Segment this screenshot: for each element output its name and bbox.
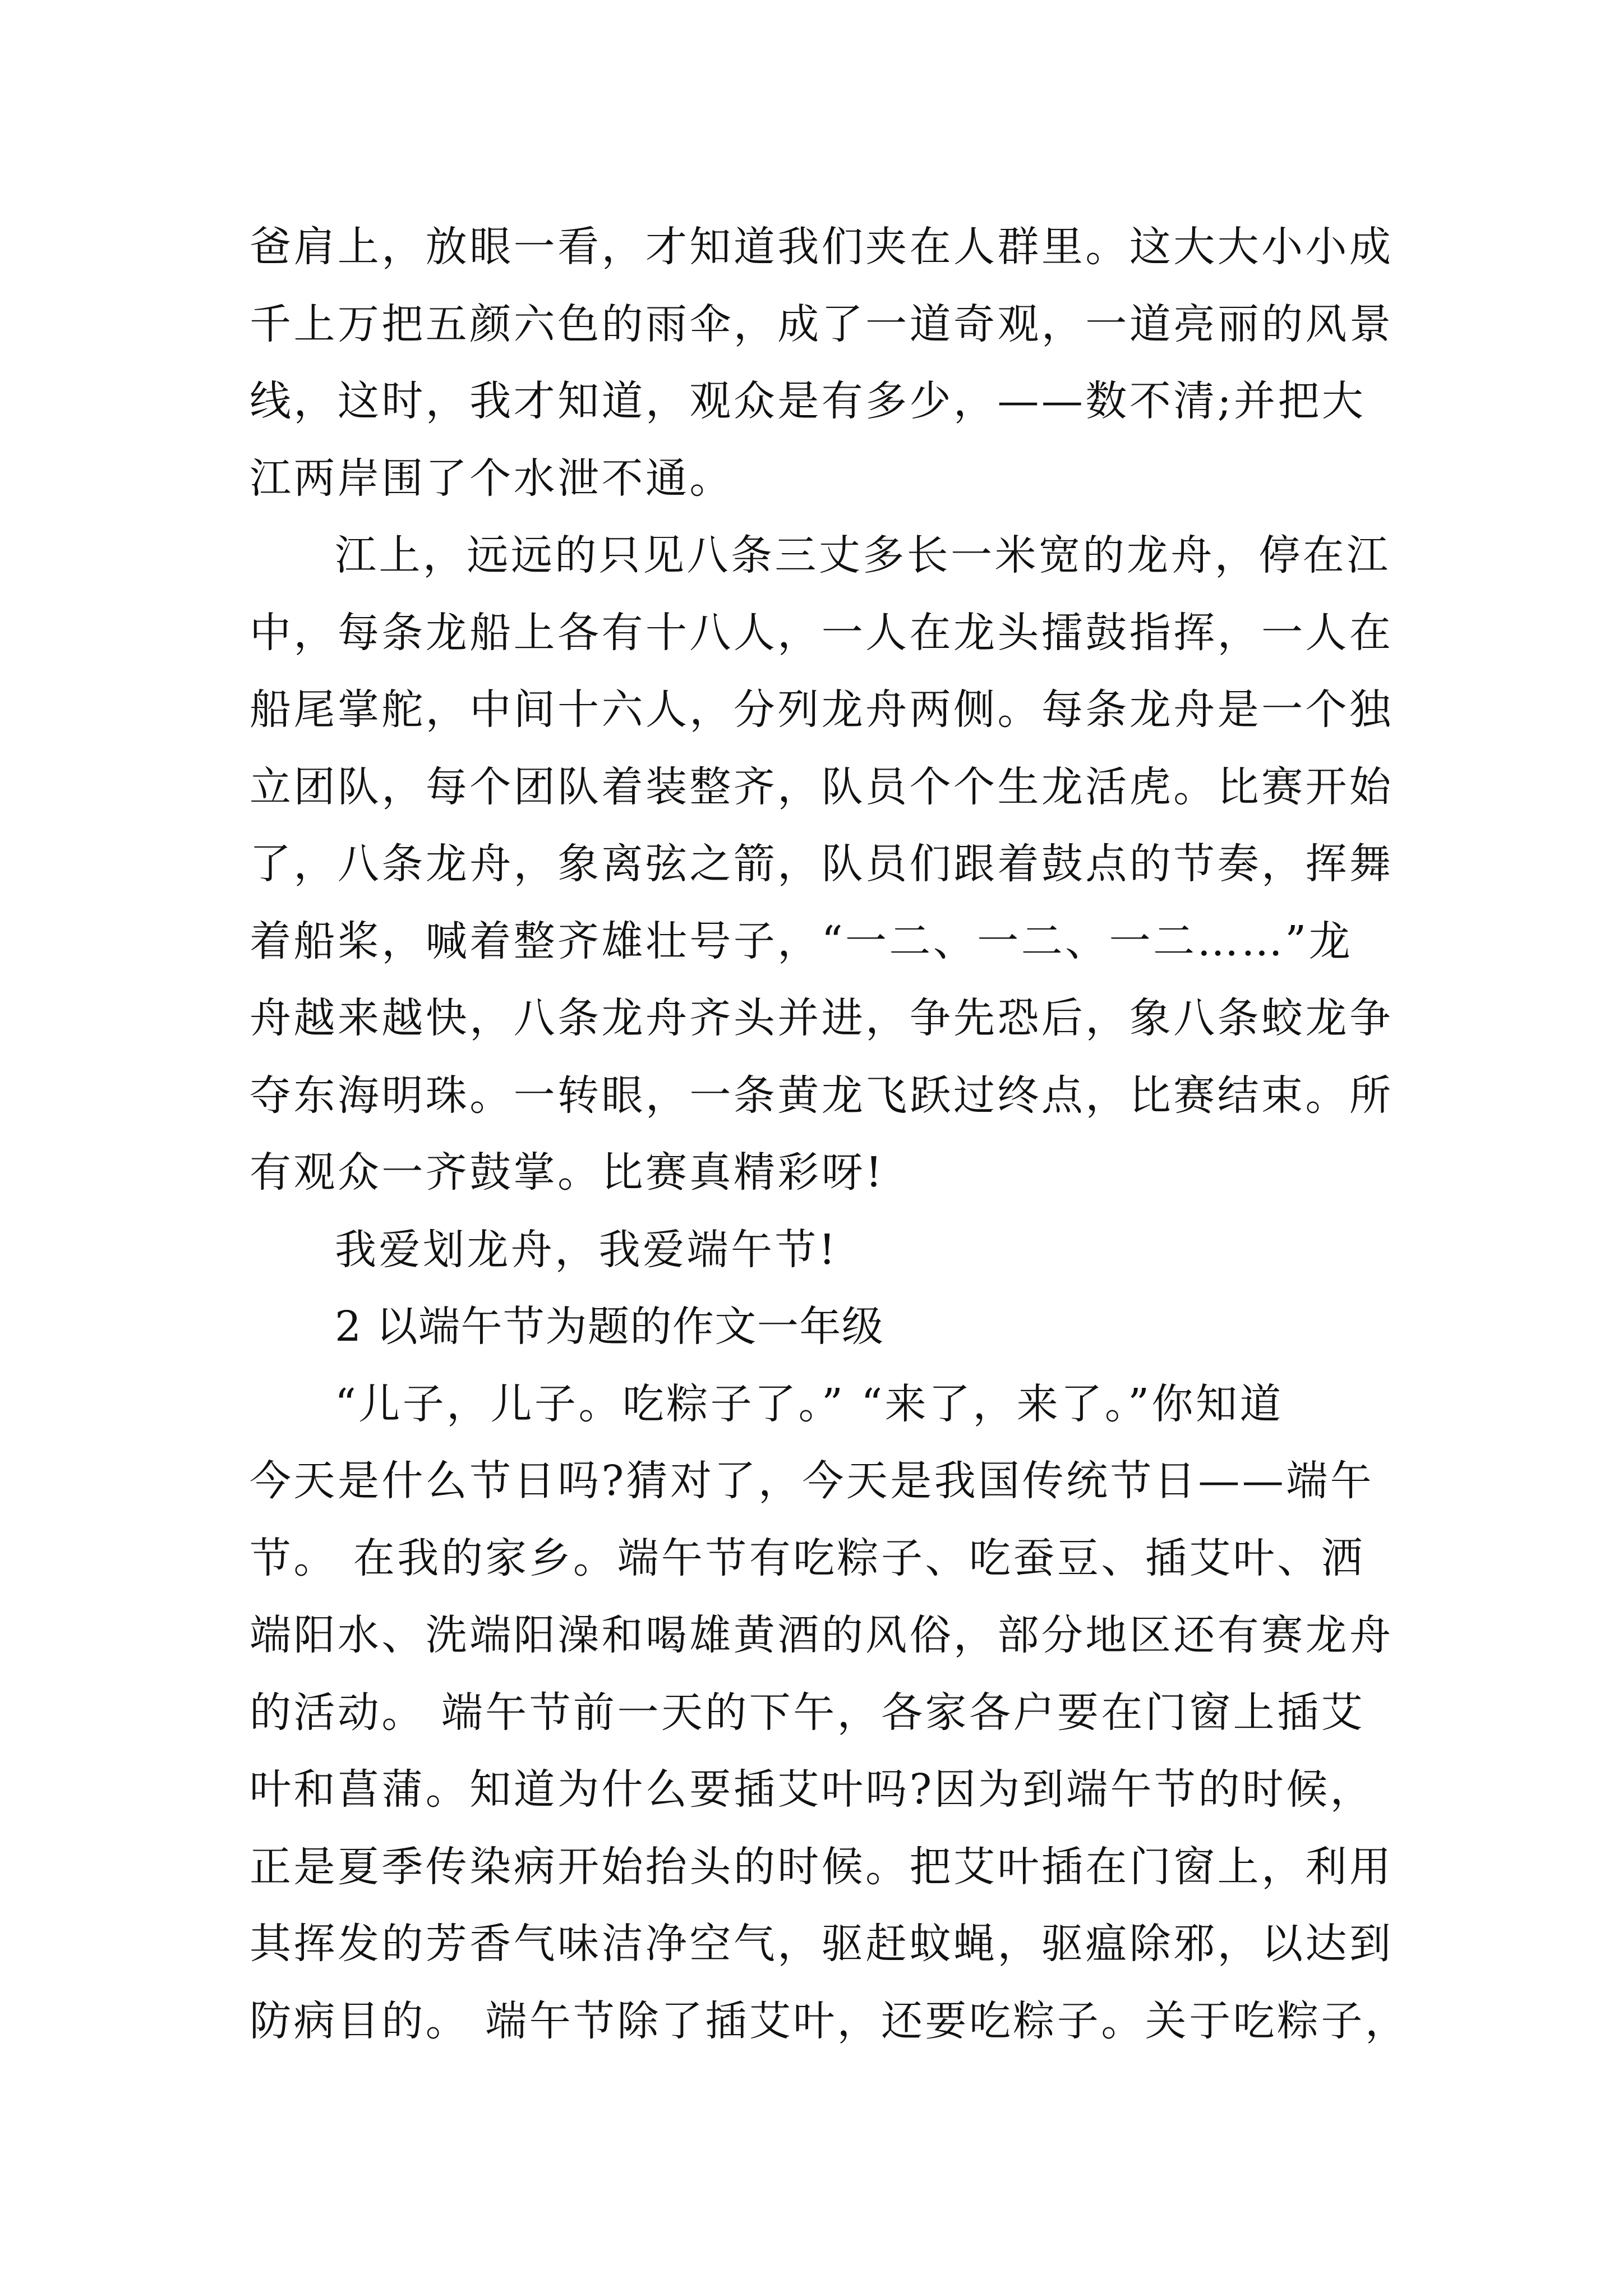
text-line: 其挥发的芳香气味洁净空气，驱赶蚊蝇，驱瘟除邪，以达到 [250,1920,1394,1968]
paragraph-start-line: 江上，远远的只见八条三丈多长一米宽的龙舟，停在江 [335,531,1391,579]
text-line: 端阳水、洗端阳澡和喝雄黄酒的风俗，部分地区还有赛龙舟 [250,1611,1394,1659]
text-line: 着船桨，喊着整齐雄壮号子，“一二、一二、一二……”龙 [250,917,1353,965]
text-line: 爸肩上，放眼一看，才知道我们夹在人群里。这大大小小成 [250,223,1394,271]
text-line: 正是夏季传染病开始抬头的时候。把艾叶插在门窗上，利用 [250,1842,1394,1891]
text-line: 节。 在我的家乡。端午节有吃粽子、吃蚕豆、插艾叶、洒 [250,1534,1365,1582]
document-body [250,209,1409,2060]
text-line: 的活动。 端午节前一天的下午，各家各户要在门窗上插艾 [250,1688,1365,1737]
paragraph-start-line: 我爱划龙舟，我爱端午节! [335,1225,838,1274]
text-line: 江两岸围了个水泄不通。 [250,454,734,503]
text-line: 叶和菖蒲。知道为什么要插艾叶吗?因为到端午节的时候， [250,1765,1375,1814]
text-line: 有观众一齐鼓掌。比赛真精彩呀! [250,1148,885,1197]
text-line: 船尾掌舵，中间十六人，分列龙舟两侧。每条龙舟是一个独 [250,685,1394,734]
text-line: 舟越来越快，八条龙舟齐头并进，争先恐后，象八条蛟龙争 [250,994,1394,1042]
text-line: 防病目的。 端午节除了插艾叶，还要吃粽子。关于吃粽子， [250,1996,1409,2045]
text-line: 千上万把五颜六色的雨伞，成了一道奇观，一道亮丽的风景 [250,300,1394,348]
text-line: 了，八条龙舟，象离弦之箭，队员们跟着鼓点的节奏，挥舞 [250,840,1394,888]
paragraph-start-line: “儿子，儿子。吃粽子了。” “来了，来了。”你知道 [335,1379,1284,1428]
text-line: 今天是什么节日吗?猜对了，今天是我国传统节日——端午 [250,1457,1375,1505]
text-line: 线，这时，我才知道，观众是有多少，——数不清;并把大 [250,377,1366,425]
section-heading: 2 以端午节为题的作文一年级 [335,1303,884,1351]
text-line: 立团队，每个团队着装整齐，队员个个生龙活虎。比赛开始 [250,762,1394,811]
text-line: 中，每条龙船上各有十八人，一人在龙头擂鼓指挥，一人在 [250,608,1394,657]
text-line: 夺东海明珠。一转眼，一条黄龙飞跃过终点，比赛结束。所 [250,1071,1394,1120]
